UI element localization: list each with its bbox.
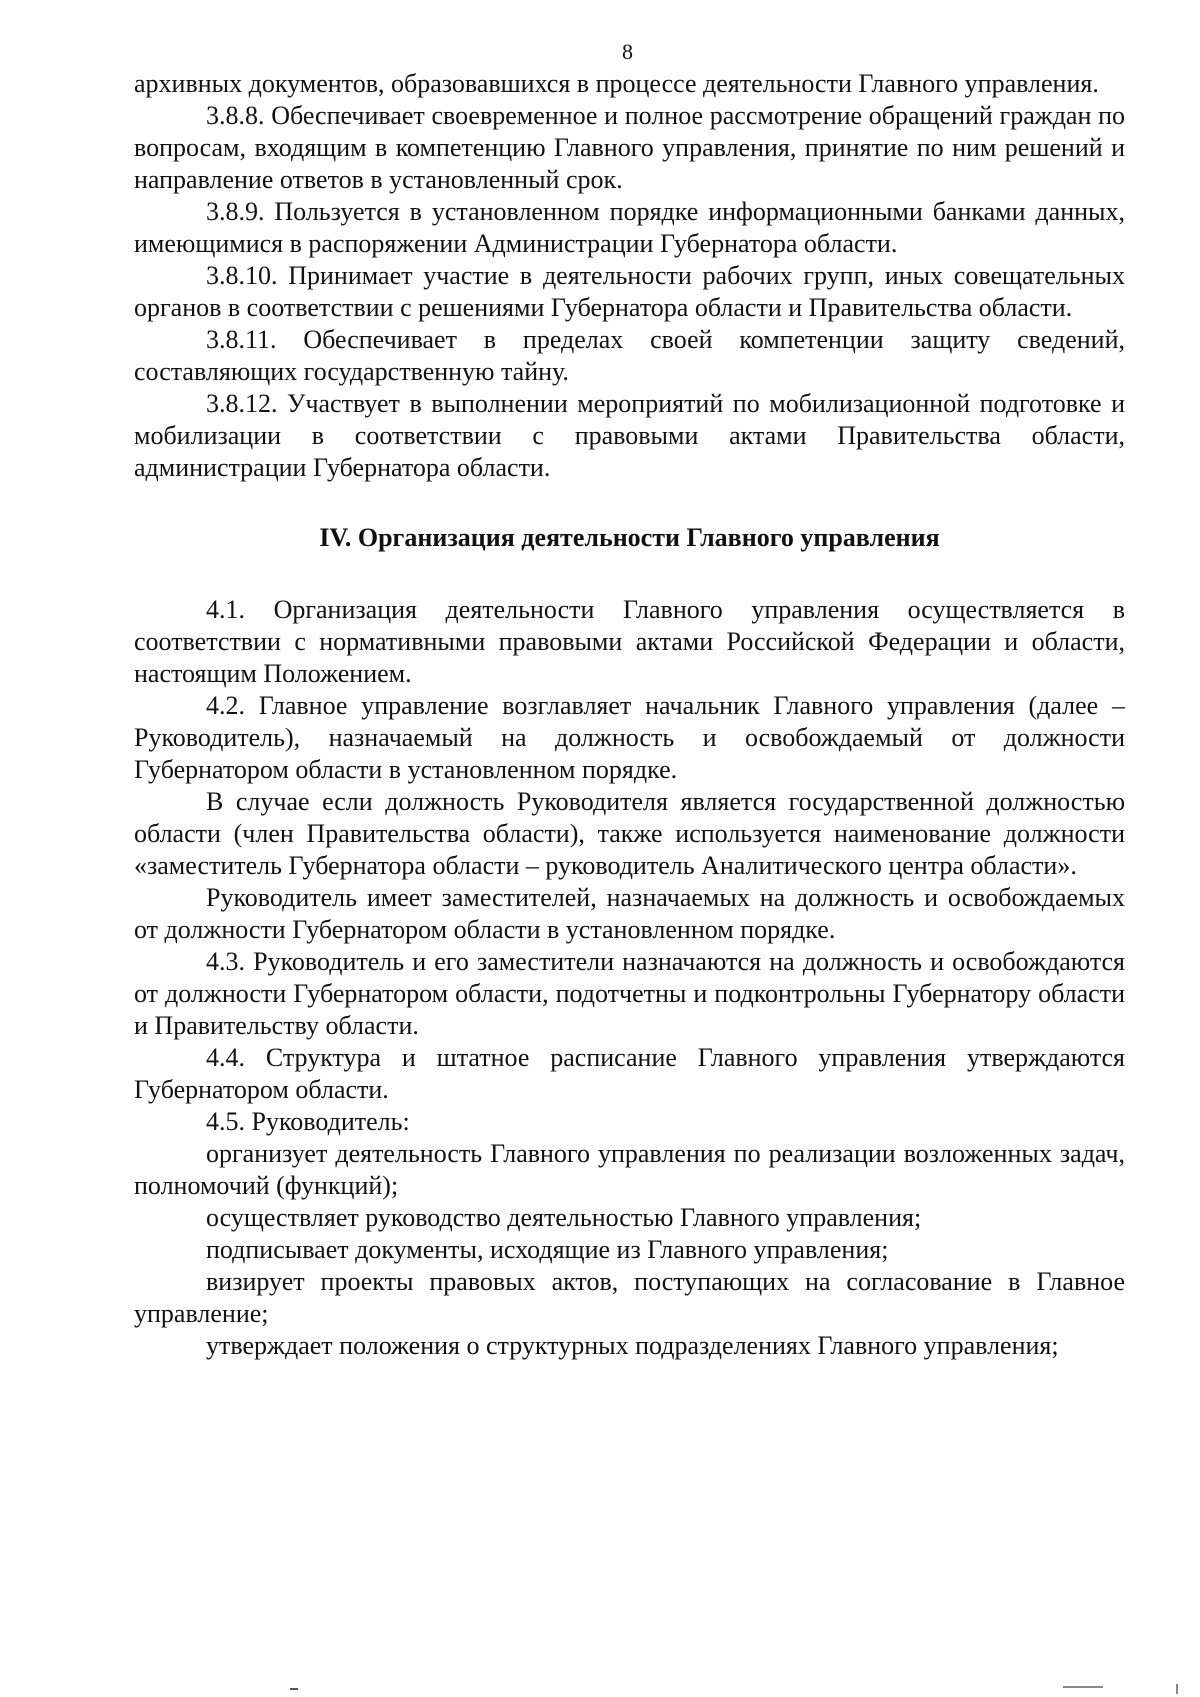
paragraph-3-8-9: 3.8.9. Пользуется в установленном порядке информационными банками данных, имеющимися в распоряжении Администрации Губернатора области. xyxy=(134,197,1125,258)
list-item-endorses: визирует проекты правовых актов, поступающих на согласование в Главное управление; xyxy=(134,1267,1125,1328)
list-item-approves: утверждает положения о структурных подразделениях Главного управления; xyxy=(206,1331,1059,1360)
paragraph-3-8-11: 3.8.11. Обеспечивает в пределах своей компетенции защиту сведений, составляющих государственную тайну. xyxy=(134,325,1125,386)
section-heading: IV. Организация деятельности Главного управления xyxy=(319,523,940,552)
page-number: 8 xyxy=(622,39,633,64)
scan-artifact-left xyxy=(290,1688,298,1690)
scan-artifact-corner xyxy=(1176,1684,1178,1694)
paragraph-4-4: 4.4. Структура и штатное расписание Главного управления утверждаются Губернатором области. xyxy=(134,1043,1125,1104)
list-item-signs: подписывает документы, исходящие из Главного управления; xyxy=(206,1235,889,1264)
list-item-manages: осуществляет руководство деятельностью Главного управления; xyxy=(206,1203,922,1232)
paragraph-4-2-state-position: В случае если должность Руководителя является государственной должностью области (член Правительства области), также используется наименование должности «заместитель Губернатора области – руководитель Аналитического центра области». xyxy=(134,787,1125,880)
paragraph-4-2-deputies: Руководитель имеет заместителей, назначаемых на должность и освобождаемых от должности Губернатором области в установленном порядке. xyxy=(134,883,1125,944)
document-body xyxy=(134,68,1125,1362)
scan-artifact-right xyxy=(1063,1686,1103,1688)
paragraph-3-8-12: 3.8.12. Участвует в выполнении мероприятий по мобилизационной подготовке и мобилизации в соответствии с правовыми актами Правительства области, администрации Губернатора области. xyxy=(134,389,1125,482)
list-item-organizes: организует деятельность Главного управления по реализации возложенных задач, полномочий (функций); xyxy=(134,1139,1125,1200)
paragraph-3-8-8: 3.8.8. Обеспечивает своевременное и полное рассмотрение обращений граждан по вопросам, входящим в компетенцию Главного управления, принятие по ним решений и направление ответов в установленный срок. xyxy=(134,101,1125,194)
paragraph-3-8-10: 3.8.10. Принимает участие в деятельности рабочих групп, иных совещательных органов в соответствии с решениями Губернатора области и Правительства области. xyxy=(134,261,1125,322)
paragraph-4-2: 4.2. Главное управление возглавляет начальник Главного управления (далее – Руководитель), назначаемый на должность и освобождаемый от должности Губернатором области в установленном порядке. xyxy=(134,691,1125,784)
paragraph-4-5: 4.5. Руководитель: xyxy=(206,1107,410,1136)
paragraph-4-3: 4.3. Руководитель и его заместители назначаются на должность и освобождаются от должности Губернатором области, подотчетны и подконтрольны Губернатору области и Правительству области. xyxy=(134,947,1125,1040)
paragraph-4-1: 4.1. Организация деятельности Главного управления осуществляется в соответствии с нормативными правовыми актами Российской Федерации и области, настоящим Положением. xyxy=(134,595,1125,688)
paragraph-continuation: архивных документов, образовавшихся в процессе деятельности Главного управления. xyxy=(134,69,1099,98)
